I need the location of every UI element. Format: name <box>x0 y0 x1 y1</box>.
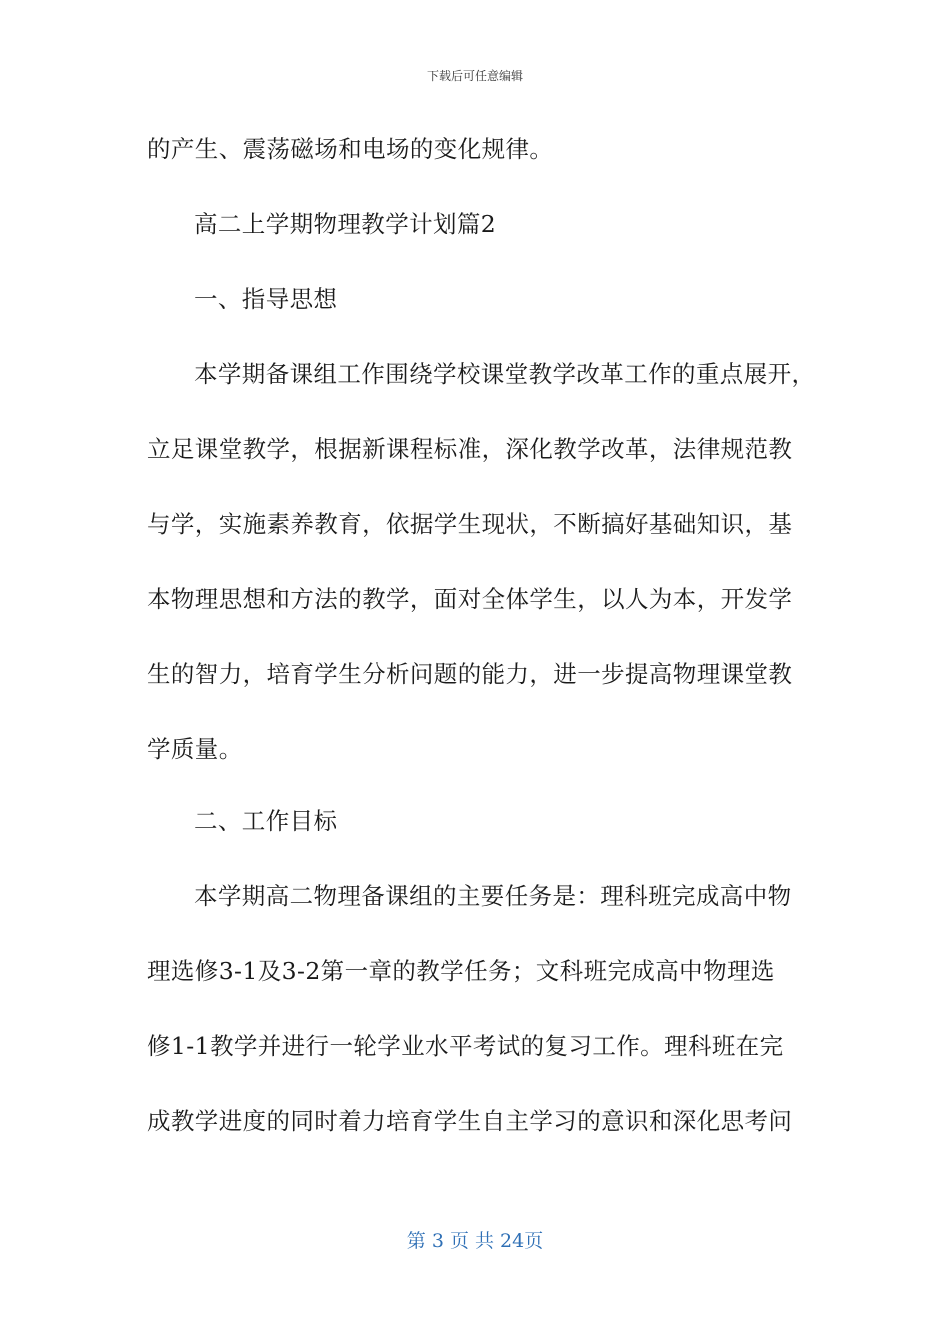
body-line: 生的智力，培育学生分析问题的能力，进一步提高物理课堂教 <box>147 660 793 688</box>
body-line: 本物理思想和方法的教学，面对全体学生，以人为本，开发学 <box>147 585 793 613</box>
body-line: 学质量。 <box>147 735 243 763</box>
body-line: 的产生、震荡磁场和电场的变化规律。 <box>147 135 554 163</box>
body-line: 与学，实施素养教育，依据学生现状，不断搞好基础知识，基 <box>147 510 793 538</box>
body-line: 立足课堂教学，根据新课程标准，深化教学改革，法律规范教 <box>147 435 793 463</box>
page-number <box>0 1226 950 1253</box>
body-line: 成教学进度的同时着力培育学生自主学习的意识和深化思考问 <box>147 1107 793 1135</box>
body-line: 修1-1教学并进行一轮学业水平考试的复习工作。理科班在完 <box>147 1032 784 1060</box>
body-line: 理选修3-1及3-2第一章的教学任务；文科班完成高中物理选 <box>147 957 775 985</box>
body-line: 本学期备课组工作围绕学校课堂教学改革工作的重点展开， <box>194 360 816 388</box>
section-heading: 一、指导思想 <box>194 285 338 313</box>
body-line: 本学期高二物理备课组的主要任务是：理科班完成高中物 <box>194 882 792 910</box>
section-heading: 二、工作目标 <box>194 807 338 835</box>
download-note: 下载后可任意编辑 <box>426 69 523 83</box>
section-heading: 高二上学期物理教学计划篇2 <box>194 210 497 238</box>
page-indicator: 第 3 页 共 24页 <box>406 1230 544 1252</box>
